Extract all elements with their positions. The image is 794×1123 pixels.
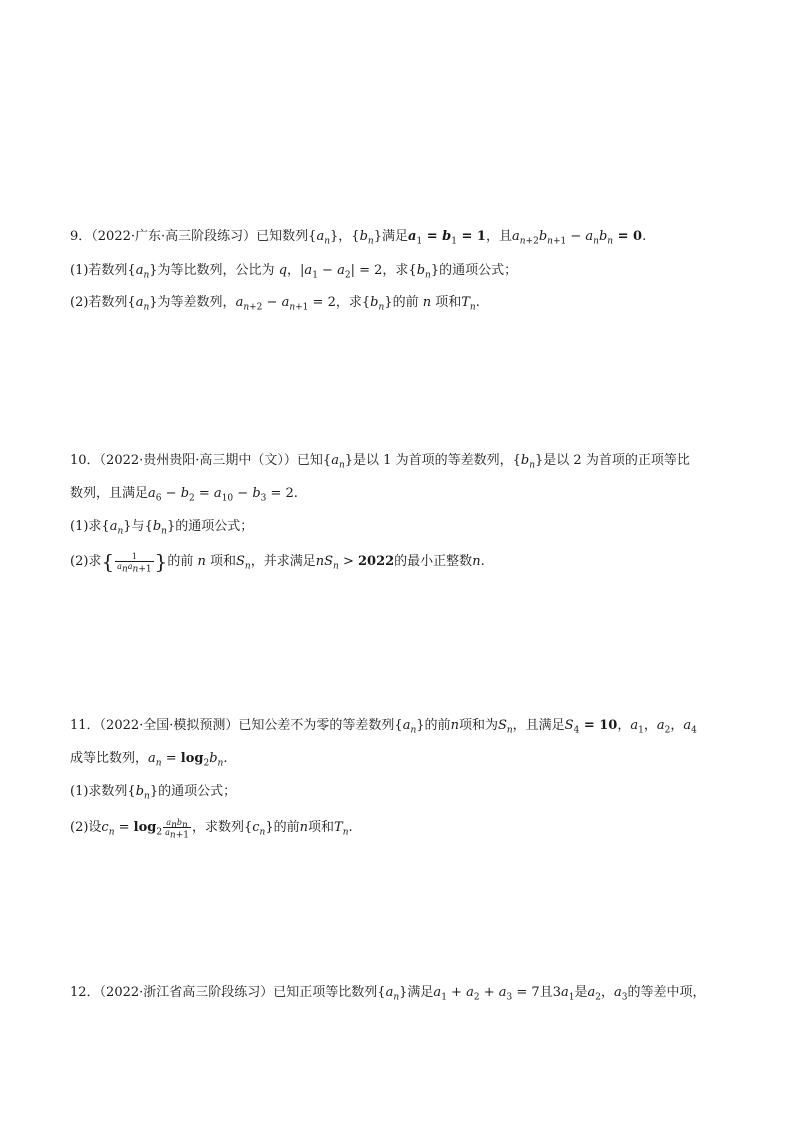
problem-12-stem: 12．（2022·浙江省高三阶段练习）已知正项等比数列$\{a_n\}$满足$a_1 + a_2 + a_3 = 7$且$3a_1$是$a_2$，$a_3$的等差中项， bbox=[70, 985, 706, 1003]
problem-9-source: （2022·广东·高三阶段练习） bbox=[91, 229, 257, 244]
problem-10-number: 10． bbox=[70, 453, 100, 468]
problem-10-stem-line-2: 数列，且满足$a_6 - b_2 = a_{10} - b_3 = 2$. bbox=[70, 486, 298, 504]
problem-9-part-1: (1)若数列$\{a_n\}$为等比数列，公比为 q，$|a_1 - a_2| = 2$，求$\{b_n\}$的通项公式； bbox=[70, 263, 518, 281]
problem-11-number: 11． bbox=[70, 718, 100, 733]
problem-11-part-1: (1)求数列$\{b_n\}$的通项公式； bbox=[70, 784, 237, 802]
problem-10-source: （2022·贵州贵阳·高三期中（文）） bbox=[99, 453, 297, 468]
problem-9-number: 9． bbox=[70, 229, 92, 244]
problem-9-part-2: (2)若数列$\{a_n\}$为等差数列，$a_{n+2} - a_{n+1} = 2$，求$\{b_n\}$的前 n 项和$T_n$. bbox=[70, 295, 480, 313]
problem-11-stem: 11．（2022·全国·模拟预测）已知公差不为零的等差数列$\{a_n\}$的前n项和为$S_n$，且满足$S_4 = 10$，$a_1$，$a_2$，$a_4$ bbox=[70, 718, 697, 736]
problem-10-stem: 10．（2022·贵州贵阳·高三期中（文））已知$\{a_n\}$是以 1 为首项的等差数列，$\{b_n\}$是以 2 为首项的正项等比 bbox=[70, 453, 690, 471]
problem-12-source: （2022·浙江省高三阶段练习） bbox=[99, 985, 274, 1000]
problem-9-stem: 9．（2022·广东·高三阶段练习）已知数列$\{a_n\}$，$\{b_n\}$满足$a_1 = b_1 = 1$，且$a_{n+2}b_{n+1} - a_nb_n = 0$. bbox=[70, 229, 647, 247]
problem-12-number: 12． bbox=[70, 985, 100, 1000]
problem-11-part-2: (2)设$c_n = \log_2$ $\frac{a_nb_n}{a_{n+1}}$ ，求数列$\{c_n\}$的前n项和$T_n$. bbox=[70, 818, 353, 841]
problem-10-part-1: (1)求$\{a_n\}$与$\{b_n\}$的通项公式； bbox=[70, 519, 254, 537]
fraction: $\frac{1}{a_na_{n+1}}$ bbox=[117, 552, 152, 575]
problem-11-stem-line-2: 成等比数列，$a_n = \log_2b_n$. bbox=[70, 751, 228, 769]
problem-11-source: （2022·全国·模拟预测） bbox=[99, 718, 239, 733]
fraction: $\frac{a_nb_n}{a_{n+1}}$ bbox=[165, 818, 189, 841]
problem-10-part-2: (2)求{ $\frac{1}{a_na_{n+1}}$ }的前 n 项和$S_n$，并求满足$nS_n > 2022$的最小正整数n. bbox=[70, 549, 485, 575]
